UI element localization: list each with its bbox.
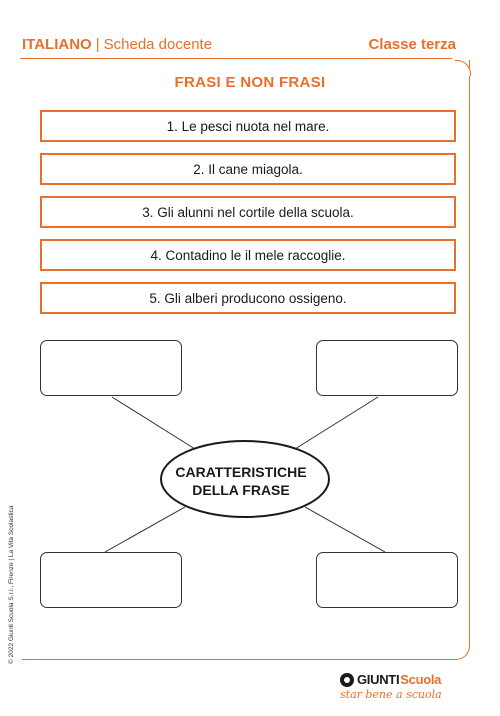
connector-top-left <box>112 397 195 449</box>
answer-box-top-right[interactable] <box>316 340 458 396</box>
connector-bottom-right <box>305 507 385 552</box>
sentence-item-1: 1. Le pesci nuota nel mare. <box>40 110 456 142</box>
sentence-item-5: 5. Gli alberi producono ossigeno. <box>40 282 456 314</box>
answer-box-bottom-right[interactable] <box>316 552 458 608</box>
worksheet-title: FRASI E NON FRASI <box>174 74 326 91</box>
sentence-item-2: 2. Il cane miagola. <box>40 153 456 185</box>
answer-box-bottom-left[interactable] <box>40 552 182 608</box>
sheet-type-label: Scheda docente <box>103 36 213 53</box>
giunti-g-icon <box>340 673 354 687</box>
sentence-item-4: 4. Contadino le il mele raccoglie. <box>40 239 456 271</box>
logo-tagline: star bene a scuola <box>340 688 442 701</box>
connector-bottom-left <box>105 507 185 552</box>
sentence-item-3: 3. Gli alunni nel cortile della scuola. <box>40 196 456 228</box>
logo-brand-dark: GIUNTI <box>357 672 400 687</box>
publisher-logo <box>340 672 460 712</box>
logo-brand-orange: Scuola <box>400 672 442 687</box>
center-label-line-1: CARATTERISTICHE <box>175 464 307 480</box>
answer-box-top-left[interactable] <box>40 340 182 396</box>
center-concept-label <box>160 452 322 510</box>
subject-label: ITALIANO <box>22 36 92 53</box>
header-separator: | <box>95 36 100 53</box>
connector-top-right <box>295 397 378 449</box>
copyright-notice: © 2022 Giunti Scuola S.r.l., Firenze | La Vita Scolastica <box>8 505 15 664</box>
center-label-line-2: DELLA FRASE <box>192 482 290 498</box>
grade-label: Classe terza <box>368 36 456 53</box>
